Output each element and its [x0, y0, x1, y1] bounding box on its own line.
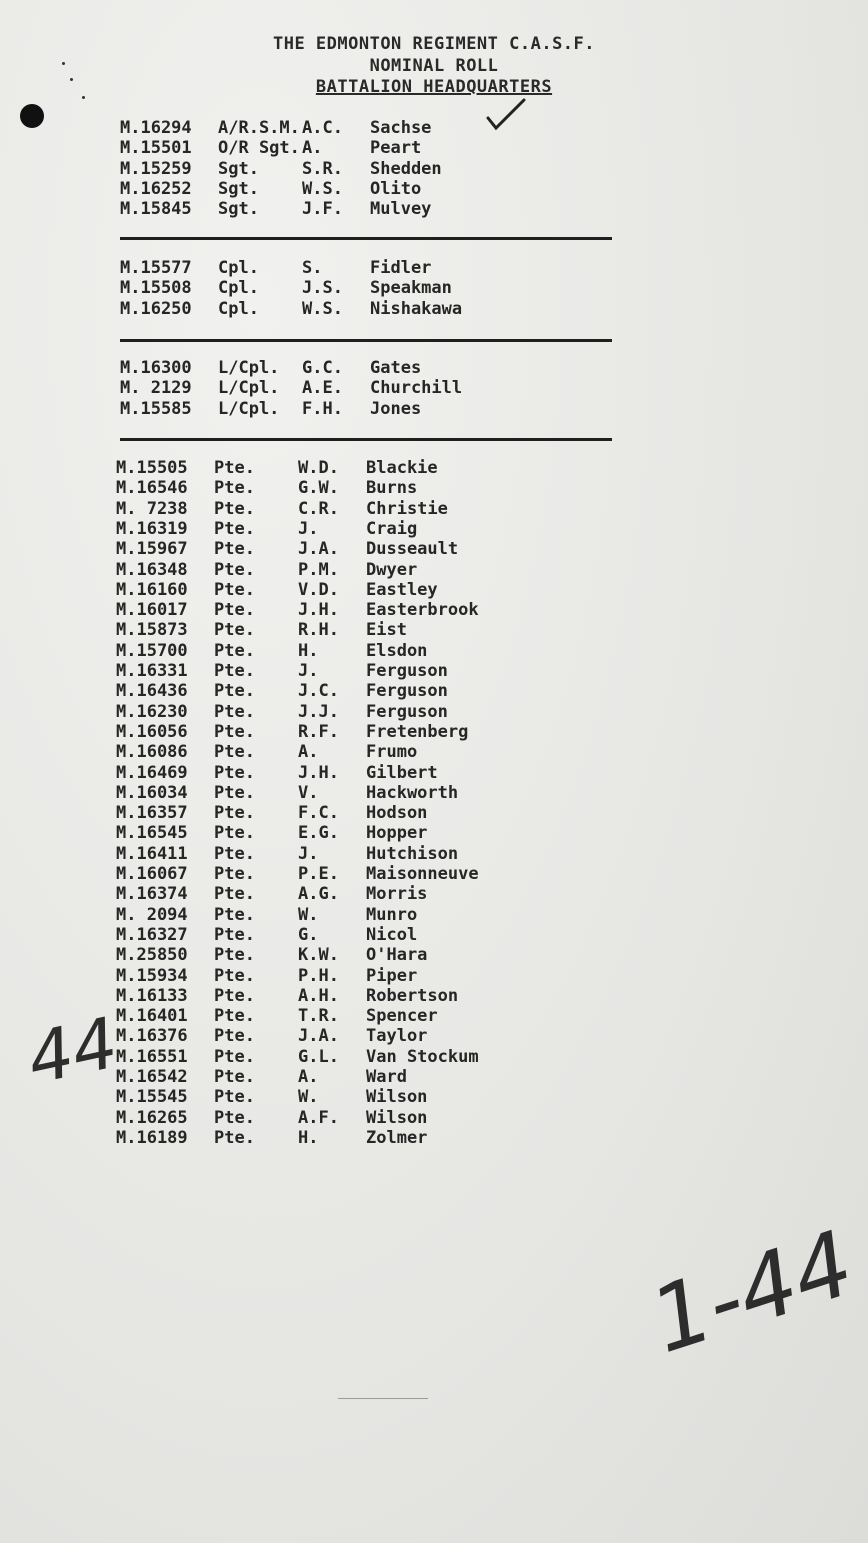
initials: J. — [298, 844, 319, 864]
initials: A. — [302, 138, 323, 158]
surname: Robertson — [366, 986, 459, 1006]
rank: Pte. — [214, 986, 255, 1006]
rank: Pte. — [214, 661, 255, 681]
initials: J.H. — [298, 600, 339, 620]
rank: Cpl. — [218, 278, 259, 298]
initials: A.C. — [302, 118, 343, 138]
rank: Pte. — [214, 600, 255, 620]
surname: Mulvey — [370, 199, 432, 219]
surname: Maisonneuve — [366, 864, 479, 884]
service-number: M. 2094 — [116, 905, 188, 925]
service-number: M.16160 — [116, 580, 188, 600]
service-number: M.15545 — [116, 1087, 188, 1107]
service-number: M.16086 — [116, 742, 188, 762]
surname: Craig — [366, 519, 418, 539]
rank: Pte. — [214, 945, 255, 965]
initials: G. — [298, 925, 319, 945]
service-number: M.16348 — [116, 560, 188, 580]
rank: Pte. — [214, 1047, 255, 1067]
initials: J.A. — [298, 1026, 339, 1046]
rank: Pte. — [214, 905, 255, 925]
initials: G.W. — [298, 478, 339, 498]
surname: Wilson — [366, 1087, 428, 1107]
surname: Churchill — [370, 378, 463, 398]
service-number: M.16017 — [116, 600, 188, 620]
initials: A. — [298, 742, 319, 762]
initials: W.D. — [298, 458, 339, 478]
rank: Sgt. — [218, 179, 259, 199]
rank: Pte. — [214, 884, 255, 904]
initials: J. — [298, 661, 319, 681]
initials: W. — [298, 1087, 319, 1107]
service-number: M.16374 — [116, 884, 188, 904]
surname: Speakman — [370, 278, 452, 298]
service-number: M.15508 — [120, 278, 192, 298]
initials: J.F. — [302, 199, 343, 219]
service-number: M. 7238 — [116, 499, 188, 519]
initials: R.F. — [298, 722, 339, 742]
service-number: M.16056 — [116, 722, 188, 742]
initials: J.A. — [298, 539, 339, 559]
rank: L/Cpl. — [218, 358, 280, 378]
surname: Taylor — [366, 1026, 428, 1046]
rank: L/Cpl. — [218, 399, 280, 419]
service-number: M.16545 — [116, 823, 188, 843]
initials: J.S. — [302, 278, 343, 298]
surname: Olito — [370, 179, 422, 199]
surname: Van Stockum — [366, 1047, 479, 1067]
surname: Dusseault — [366, 539, 459, 559]
initials: S.R. — [302, 159, 343, 179]
rank: Pte. — [214, 823, 255, 843]
rank: O/R Sgt. — [218, 138, 300, 158]
rank: Pte. — [214, 499, 255, 519]
rank: L/Cpl. — [218, 378, 280, 398]
service-number: M.16436 — [116, 681, 188, 701]
surname: Peart — [370, 138, 422, 158]
surname: Ferguson — [366, 661, 448, 681]
initials: P.M. — [298, 560, 339, 580]
service-number: M.16542 — [116, 1067, 188, 1087]
service-number: M.16401 — [116, 1006, 188, 1026]
service-number: M.16067 — [116, 864, 188, 884]
service-number: M.15700 — [116, 641, 188, 661]
service-number: M.16546 — [116, 478, 188, 498]
initials: E.G. — [298, 823, 339, 843]
initials: G.C. — [302, 358, 343, 378]
service-number: M.16189 — [116, 1128, 188, 1148]
initials: J.H. — [298, 763, 339, 783]
initials: G.L. — [298, 1047, 339, 1067]
initials: W.S. — [302, 179, 343, 199]
rank: Cpl. — [218, 299, 259, 319]
service-number: M.15873 — [116, 620, 188, 640]
surname: Easterbrook — [366, 600, 479, 620]
service-number: M.16034 — [116, 783, 188, 803]
handwritten-page-number: 1-44 — [638, 1211, 866, 1374]
rank: Pte. — [214, 702, 255, 722]
service-number: M.16327 — [116, 925, 188, 945]
rank: Pte. — [214, 458, 255, 478]
service-number: M.16230 — [116, 702, 188, 722]
service-number: M.16376 — [116, 1026, 188, 1046]
rank: Pte. — [214, 763, 255, 783]
initials: A.E. — [302, 378, 343, 398]
surname: Eist — [366, 620, 407, 640]
surname: Nicol — [366, 925, 418, 945]
initials: S. — [302, 258, 323, 278]
surname: O'Hara — [366, 945, 428, 965]
initials: T.R. — [298, 1006, 339, 1026]
surname: Fidler — [370, 258, 432, 278]
service-number: M.16265 — [116, 1108, 188, 1128]
roll-title: NOMINAL ROLL — [369, 56, 499, 76]
checkmark-icon — [484, 96, 544, 136]
service-number: M.15934 — [116, 966, 188, 986]
rank: Sgt. — [218, 159, 259, 179]
surname: Ferguson — [366, 681, 448, 701]
service-number: M.16252 — [120, 179, 192, 199]
surname: Fretenberg — [366, 722, 469, 742]
surname: Hodson — [366, 803, 428, 823]
initials: R.H. — [298, 620, 339, 640]
service-number: M.15259 — [120, 159, 192, 179]
section-divider — [120, 438, 612, 441]
rank: Pte. — [214, 519, 255, 539]
rank: Pte. — [214, 783, 255, 803]
rank: Sgt. — [218, 199, 259, 219]
rank: Pte. — [214, 844, 255, 864]
service-number: M.15967 — [116, 539, 188, 559]
initials: K.W. — [298, 945, 339, 965]
service-number: M.16357 — [116, 803, 188, 823]
initials: J.J. — [298, 702, 339, 722]
surname: Dwyer — [366, 560, 418, 580]
surname: Gates — [370, 358, 422, 378]
handwritten-margin-note: 44 — [20, 1001, 125, 1101]
surname: Spencer — [366, 1006, 438, 1026]
service-number: M.16133 — [116, 986, 188, 1006]
initials: W.S. — [302, 299, 343, 319]
surname: Jones — [370, 399, 422, 419]
section-divider — [120, 339, 612, 342]
service-number: M.16250 — [120, 299, 192, 319]
rank: A/R.S.M. — [218, 118, 300, 138]
initials: A.F. — [298, 1108, 339, 1128]
surname: Piper — [366, 966, 418, 986]
surname: Nishakawa — [370, 299, 463, 319]
initials: A. — [298, 1067, 319, 1087]
service-number: M. 2129 — [120, 378, 192, 398]
service-number: M.25850 — [116, 945, 188, 965]
rank: Pte. — [214, 580, 255, 600]
surname: Munro — [366, 905, 418, 925]
rank: Pte. — [214, 478, 255, 498]
initials: P.E. — [298, 864, 339, 884]
initials: V. — [298, 783, 319, 803]
surname: Gilbert — [366, 763, 438, 783]
rank: Pte. — [214, 620, 255, 640]
surname: Shedden — [370, 159, 442, 179]
rank: Pte. — [214, 1026, 255, 1046]
service-number: M.16551 — [116, 1047, 188, 1067]
service-number: M.16300 — [120, 358, 192, 378]
surname: Blackie — [366, 458, 438, 478]
service-number: M.15501 — [120, 138, 192, 158]
rank: Pte. — [214, 1128, 255, 1148]
initials: H. — [298, 641, 319, 661]
rank: Cpl. — [218, 258, 259, 278]
rank: Pte. — [214, 1087, 255, 1107]
initials: J. — [298, 519, 319, 539]
service-number: M.16319 — [116, 519, 188, 539]
surname: Hackworth — [366, 783, 459, 803]
surname: Hopper — [366, 823, 428, 843]
initials: A.G. — [298, 884, 339, 904]
surname: Sachse — [370, 118, 432, 138]
initials: P.H. — [298, 966, 339, 986]
surname: Frumo — [366, 742, 418, 762]
initials: J.C. — [298, 681, 339, 701]
surname: Wilson — [366, 1108, 428, 1128]
initials: A.H. — [298, 986, 339, 1006]
initials: F.C. — [298, 803, 339, 823]
regiment-title: THE EDMONTON REGIMENT C.A.S.F. — [272, 34, 596, 54]
service-number: M.16411 — [116, 844, 188, 864]
surname: Eastley — [366, 580, 438, 600]
rank: Pte. — [214, 925, 255, 945]
surname: Elsdon — [366, 641, 428, 661]
rank: Pte. — [214, 1108, 255, 1128]
rank: Pte. — [214, 1006, 255, 1026]
surname: Ward — [366, 1067, 407, 1087]
rank: Pte. — [214, 539, 255, 559]
initials: F.H. — [302, 399, 343, 419]
rank: Pte. — [214, 742, 255, 762]
initials: C.R. — [298, 499, 339, 519]
surname: Morris — [366, 884, 428, 904]
surname: Hutchison — [366, 844, 459, 864]
service-number: M.15585 — [120, 399, 192, 419]
service-number: M.15505 — [116, 458, 188, 478]
rank: Pte. — [214, 966, 255, 986]
surname: Zolmer — [366, 1128, 428, 1148]
rank: Pte. — [214, 722, 255, 742]
faint-rule — [338, 1398, 428, 1399]
service-number: M.15845 — [120, 199, 192, 219]
service-number: M.16331 — [116, 661, 188, 681]
punch-hole-mark — [20, 104, 44, 128]
service-number: M.15577 — [120, 258, 192, 278]
rank: Pte. — [214, 803, 255, 823]
surname: Burns — [366, 478, 418, 498]
initials: H. — [298, 1128, 319, 1148]
initials: V.D. — [298, 580, 339, 600]
rank: Pte. — [214, 681, 255, 701]
section-title: BATTALION HEADQUARTERS — [315, 77, 553, 97]
rank: Pte. — [214, 641, 255, 661]
initials: W. — [298, 905, 319, 925]
rank: Pte. — [214, 560, 255, 580]
rank: Pte. — [214, 1067, 255, 1087]
service-number: M.16469 — [116, 763, 188, 783]
surname: Christie — [366, 499, 448, 519]
surname: Ferguson — [366, 702, 448, 722]
rank: Pte. — [214, 864, 255, 884]
service-number: M.16294 — [120, 118, 192, 138]
section-divider — [120, 237, 612, 240]
